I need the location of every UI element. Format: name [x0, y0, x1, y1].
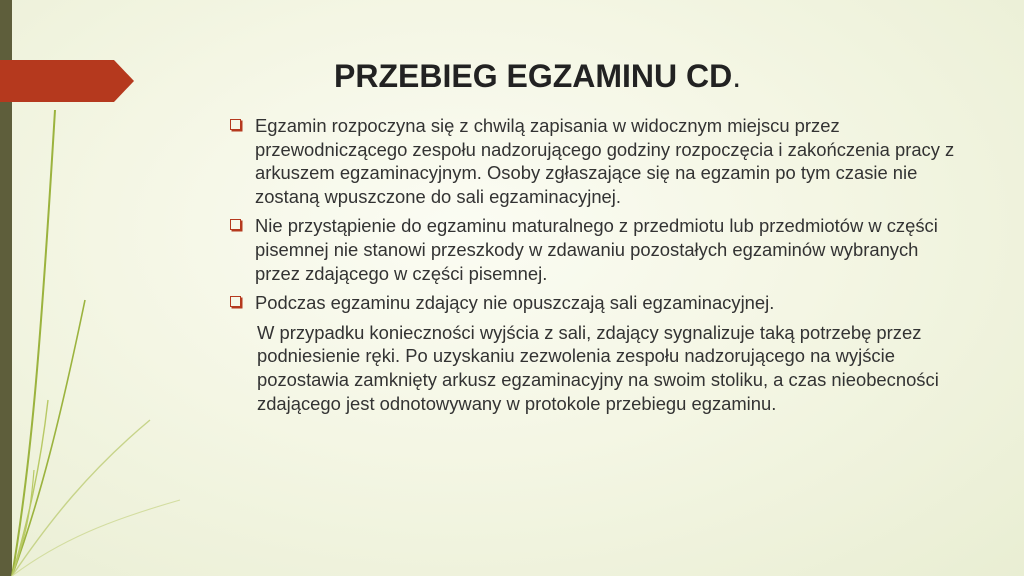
leaf-stroke-1 — [12, 110, 55, 576]
bullet-item — [229, 214, 959, 285]
square-bullet-icon — [230, 296, 241, 307]
slide-title — [334, 58, 894, 95]
square-bullet-icon — [230, 119, 241, 130]
bullet-item — [229, 114, 959, 208]
bullet-text: Egzamin rozpoczyna się z chwilą zapisania w widocznym miejscu przez przewodniczącego zespołu nadzorującego godziny rozpoczęcia i zakończenia pracy z arkuszem egzaminacyjnym. Osoby zgłaszające się na egzamin po tym czasie nie zostaną wpuszczone do sali egzaminacyjnej. — [255, 115, 955, 207]
slide-content — [229, 114, 959, 415]
slide-title-text: PRZEBIEG EGZAMINU CD — [334, 58, 733, 94]
accent-arrow — [0, 60, 134, 102]
leaf-stroke-4 — [12, 420, 150, 576]
bullet-text: Nie przystąpienie do egzaminu maturalnego z przedmiotu lub przedmiotów w części pisemnej nie stanowi przeszkody w zdawaniu pozostałych egzaminów wybranych przez zdającego w części pisemnej. — [255, 215, 938, 284]
square-bullet-icon — [230, 219, 241, 230]
bullet-item — [229, 291, 959, 315]
bullet-text: Podczas egzaminu zdający nie opuszczają sali egzaminacyjnej. — [255, 292, 775, 314]
leaf-stroke-6 — [12, 500, 180, 576]
continuation-paragraph: W przypadku konieczności wyjścia z sali, zdający sygnalizuje taką potrzebę przez podniesienie ręki. Po uzyskaniu zezwolenia zespołu nadzorującego na wyjście pozostawia zamknięty arkusz egzaminacyjny na swoim stoliku, a czas nieobecności zdającego jest odnotowywany w protokole przebiegu egzaminu. — [257, 321, 939, 414]
slide-title-suffix: . — [732, 58, 742, 94]
